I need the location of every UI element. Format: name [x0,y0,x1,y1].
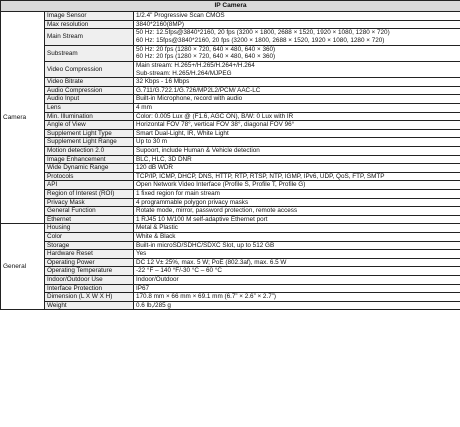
table-title: IP Camera [1,1,460,12]
spec-value-line: Metal & Plastic [136,224,178,232]
spec-table-body [1,1,460,310]
table-row [1,155,460,164]
spec-value-line: Indoor/Outdoor [136,275,179,283]
spec-label: Substream [45,45,134,61]
spec-label: Color [45,232,134,241]
spec-label: Housing [45,224,134,233]
group-label: Camera [1,12,45,224]
table-row [1,258,460,267]
spec-value [134,215,460,224]
spec-value [134,129,460,138]
spec-value [134,189,460,198]
spec-value [134,181,460,190]
spec-value-line: Horizontal FOV 78°, vertical FOV 38°, diagonal FOV 96° [136,121,295,129]
spec-value-line: 4 mm [136,104,152,112]
spec-label: Lens [45,104,134,113]
spec-value-line: 32 Kbps - 16 Mbps [136,78,190,86]
spec-value-line: G.711/G.722.1/G.726/MP2L2/PCM/ AAC-LC [136,86,261,94]
spec-value-line: 1 RJ45 10 M/100 M self-adaptive Ethernet port [136,215,268,223]
table-row [1,104,460,113]
table-row [1,20,460,29]
spec-value-line: 3840*2160(8MP) [136,20,184,28]
spec-value [134,301,460,310]
spec-value [134,95,460,104]
spec-value [134,104,460,113]
table-row [1,232,460,241]
table-row [1,172,460,181]
spec-label: Min. Illumination [45,112,134,121]
spec-label: Indoor/Outdoor Use [45,275,134,284]
spec-label: Storage [45,241,134,250]
table-row [1,45,460,61]
spec-value-line: DC 12 V± 25%, max. 5 W; PoE (802.3af), max. 6.5 W [136,258,287,266]
table-row [1,112,460,121]
spec-value [134,155,460,164]
spec-value [134,138,460,147]
table-row [1,62,460,78]
spec-value-line: Main stream: H.265+/H.265/H.264+/H.264 [136,62,255,70]
spec-label: Main Stream [45,29,134,46]
table-row [1,293,460,302]
spec-label: Protocols [45,172,134,181]
spec-label: API [45,181,134,190]
spec-value-line: 50 Hz: 20 fps (1280 × 720, 640 × 480, 640 × 360) [136,45,276,53]
spec-value [134,20,460,29]
spec-value [134,293,460,302]
table-row [1,189,460,198]
spec-value-line: -22 °F – 140 °F/-30 °C – 60 °C [136,267,222,275]
spec-value-line: Yes [136,250,147,258]
spec-value [134,224,460,233]
spec-label: Max resolution [45,20,134,29]
spec-value [134,78,460,87]
table-row [1,301,460,310]
table-row [1,181,460,190]
spec-value-line: BLC, HLC, 3D DNR [136,155,192,163]
spec-value-line: IP67 [136,284,150,292]
spec-value [134,12,460,21]
spec-label: Operating Power [45,258,134,267]
spec-label: Audio Compression [45,86,134,95]
table-row [1,207,460,216]
spec-value [134,62,460,78]
table-row [1,241,460,250]
spec-value [134,164,460,173]
table-row [1,12,460,21]
spec-value [134,258,460,267]
spec-value-line: 1/2.4" Progressive Scan CMOS [136,12,225,19]
spec-label: Wide Dynamic Range [45,164,134,173]
spec-label: Video Bitrate [45,78,134,87]
table-row [1,129,460,138]
spec-value [134,172,460,181]
spec-value [134,207,460,216]
spec-label: Privacy Mask [45,198,134,207]
spec-value-line: Open Network Video Interface (Profile S, Profile T, Profile G) [136,181,306,189]
spec-value [134,112,460,121]
table-row [1,215,460,224]
spec-value-line: Supoort, include Human & Vehicle detection [136,147,260,154]
spec-value-line: Up to 30 m [136,138,168,146]
group-label: General [1,224,45,310]
spec-value-line: 60 Hz: 15fps@3840*2160, 20 fps (3200 × 1800, 2688 × 1520, 1920 × 1080, 1280 × 720) [136,37,385,45]
spec-value-line: 170.8 mm × 66 mm × 69.1 mm (6.7” × 2.6” × 2.7”) [136,293,276,301]
spec-value [134,250,460,259]
spec-value-line: 1 fixed region for main stream [136,189,220,197]
spec-value-line: 120 dB WDR [136,164,174,172]
table-row [1,275,460,284]
spec-label: Operating Temperature [45,267,134,276]
spec-value [134,267,460,276]
spec-label: Image Enhancement [45,155,134,164]
spec-label: Video Compression [45,62,134,78]
spec-label: Ethernet [45,215,134,224]
spec-value [134,147,460,156]
spec-value [134,241,460,250]
table-row [1,267,460,276]
spec-value [134,198,460,207]
spec-label: Hardware Reset [45,250,134,259]
spec-label: Angle of View [45,121,134,130]
spec-label: Region of Interest (ROI) [45,189,134,198]
table-row [1,224,460,233]
spec-label: Motion detection 2.0 [45,147,134,156]
table-row [1,164,460,173]
spec-value-line: 50 Hz: 12.5fps@3840*2160, 20 fps (3200 × 1800, 2688 × 1520, 1920 × 1080, 1280 × 720) [136,29,390,37]
spec-value-line: Color: 0.005 Lux @ (F1.6, AGC ON), B/W: 0 Lux with IR [136,112,294,120]
table-row [1,78,460,87]
spec-value [134,284,460,293]
spec-value-line: Built-in microSD/SDHC/SDXC Slot, up to 512 GB [136,241,275,249]
spec-value [134,232,460,241]
spec-value-line: 0.6 lb,/285 g [136,301,171,309]
spec-label: Supplement Light Range [45,138,134,147]
table-row [1,198,460,207]
spec-label: Supplement Light Type [45,129,134,138]
spec-value [134,121,460,130]
table-row [1,147,460,156]
spec-label: General Function [45,207,134,216]
spec-value [134,45,460,61]
spec-value-line: Built-in Microphone, record with audio [136,95,243,103]
table-row [1,250,460,259]
spec-value-line: 4 programmable polygon privacy masks [136,198,249,206]
spec-value-line: White & Black [136,232,176,240]
spec-label: Interface Protection [45,284,134,293]
spec-value-line: Rotate mode, mirror, password protection, remote access [136,207,298,215]
spec-label: Audio Input [45,95,134,104]
table-row [1,138,460,147]
table-row [1,284,460,293]
spec-value-line: 60 Hz: 20 fps (1280 × 720, 640 × 480, 640 × 360) [136,53,276,61]
spec-value-line: Smart Dual-Light, IR, White Light [136,129,229,137]
spec-label: Image Sensor [45,12,134,21]
spec-value [134,86,460,95]
spec-value [134,29,460,46]
spec-value-line: TCP/IP, ICMP, DHCP, DNS, HTTP, RTP, RTSP, NTP, IGMP, IPv6, UDP, QoS, FTP, SMTP [136,172,385,180]
spec-value [134,275,460,284]
spec-value-line: Sub-stream: H.265/H.264/MJPEG [136,69,232,77]
spec-label: Dimension (L X W X H) [45,293,134,302]
table-row [1,121,460,130]
spec-label: Weight [45,301,134,310]
table-row [1,95,460,104]
table-row [1,86,460,95]
table-row [1,29,460,46]
title-row [1,1,460,12]
